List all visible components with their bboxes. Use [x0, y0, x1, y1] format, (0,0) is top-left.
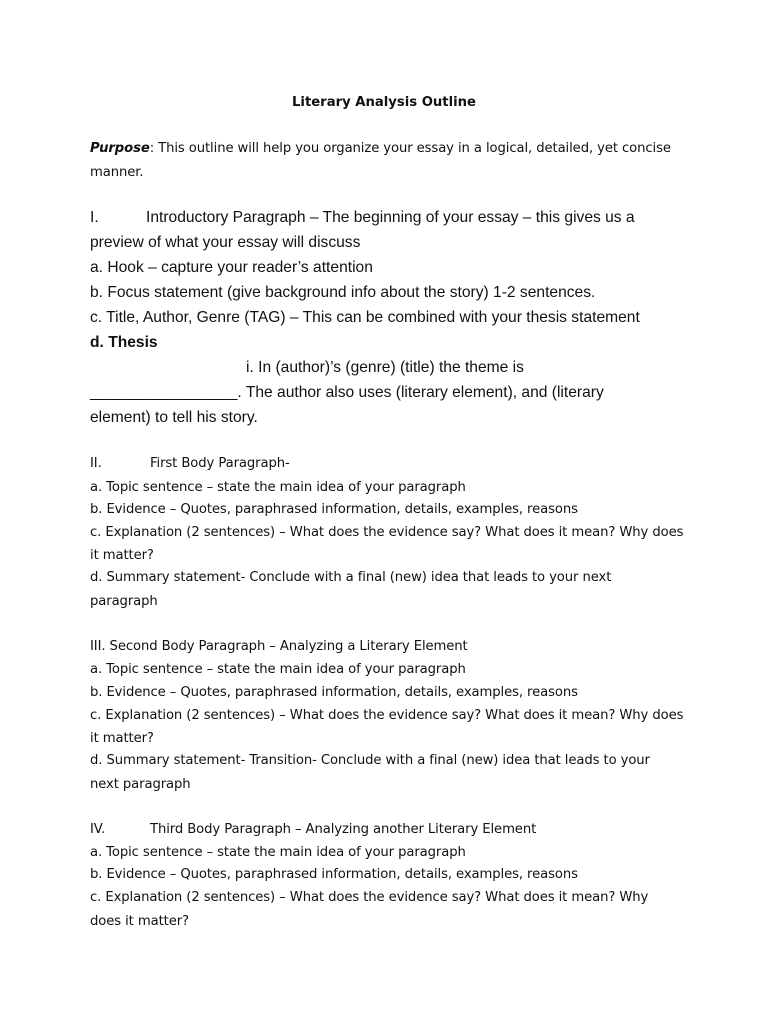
section-1-subitem-i-line-3: element) to tell his story. [90, 409, 258, 426]
section-3-item-a: a. Topic sentence – state the main idea of your paragraph [90, 662, 466, 677]
purpose-line-1 [90, 141, 671, 156]
section-2-item-b: b. Evidence – Quotes, paraphrased information, details, examples, reasons [90, 502, 578, 517]
section-4-numeral: IV. [90, 822, 106, 837]
section-1-subitem-i-line-1: i. In (author)’s (genre) (title) the theme is [246, 359, 524, 376]
section-4-item-c-line-2: does it matter? [90, 914, 189, 929]
section-2-item-d-line-1: d. Summary statement- Conclude with a final (new) idea that leads to your next [90, 570, 612, 585]
section-2-numeral: II. [90, 456, 102, 471]
section-4-heading-line [90, 822, 536, 837]
section-1-heading: Introductory Paragraph – The beginning of your essay – this gives us a [146, 209, 635, 226]
purpose-label: Purpose [90, 141, 150, 156]
section-3-item-c-line-2: it matter? [90, 731, 154, 746]
section-1-item-b: b. Focus statement (give background info about the story) 1-2 sentences. [90, 284, 596, 301]
section-1-subitem-i-line-2: _________________. The author also uses (literary element), and (literary [90, 384, 604, 401]
section-2-heading: First Body Paragraph- [150, 456, 290, 471]
section-1-numeral: I. [90, 209, 99, 226]
section-4-item-c-line-1: c. Explanation (2 sentences) – What does the evidence say? What does it mean? Why [90, 890, 649, 905]
purpose-line-2: manner. [90, 165, 144, 180]
section-2-item-d-line-2: paragraph [90, 594, 158, 609]
section-2-heading-line [90, 456, 290, 471]
section-3-item-b: b. Evidence – Quotes, paraphrased information, details, examples, reasons [90, 685, 578, 700]
section-1-item-c: c. Title, Author, Genre (TAG) – This can be combined with your thesis statement [90, 309, 640, 326]
section-4-heading: Third Body Paragraph – Analyzing another Literary Element [150, 822, 537, 837]
section-2-item-a: a. Topic sentence – state the main idea of your paragraph [90, 480, 466, 495]
section-1-item-a: a. Hook – capture your reader’s attention [90, 259, 373, 276]
section-3-item-d-line-1: d. Summary statement- Transition- Conclude with a final (new) idea that leads to your [90, 753, 650, 768]
section-3-heading: III. Second Body Paragraph – Analyzing a Literary Element [90, 639, 468, 654]
section-2-item-c-line-2: it matter? [90, 548, 154, 563]
section-2-item-c-line-1: c. Explanation (2 sentences) – What does the evidence say? What does it mean? Why does [90, 525, 684, 540]
purpose-text: : This outline will help you organize your essay in a logical, detailed, yet concise [149, 141, 671, 156]
section-3-item-c-line-1: c. Explanation (2 sentences) – What does the evidence say? What does it mean? Why does [90, 708, 684, 723]
section-1-heading-line-1 [90, 209, 635, 227]
section-1-heading-line-2: preview of what your essay will discuss [90, 234, 361, 251]
section-1-item-d: d. Thesis [90, 334, 158, 351]
section-3-item-d-line-2: next paragraph [90, 777, 191, 792]
page-title: Literary Analysis Outline [292, 95, 476, 110]
section-4-item-b: b. Evidence – Quotes, paraphrased information, details, examples, reasons [90, 867, 578, 882]
section-4-item-a: a. Topic sentence – state the main idea of your paragraph [90, 845, 466, 860]
